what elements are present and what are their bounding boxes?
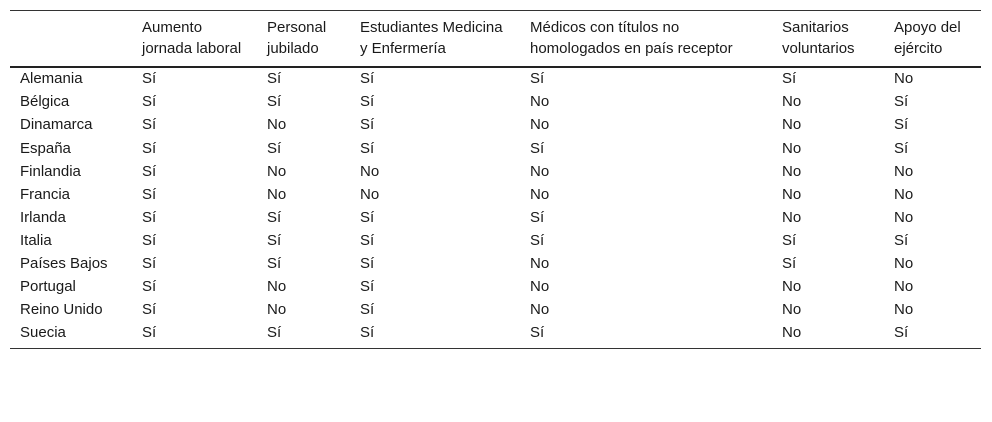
value-cell: No: [894, 162, 914, 180]
country-cell: Francia: [20, 185, 71, 203]
value-cell: No: [782, 116, 802, 134]
value-cell: Sí: [782, 231, 797, 249]
country-cell: Bélgica: [20, 93, 70, 111]
value-cell: Sí: [894, 93, 909, 111]
table-row: [10, 322, 981, 348]
value-cell: Sí: [267, 93, 282, 111]
value-cell: Sí: [360, 93, 375, 111]
value-cell: Sí: [142, 162, 157, 180]
value-cell: Sí: [267, 231, 282, 249]
value-cell: Sí: [530, 70, 545, 88]
value-cell: No: [530, 93, 550, 111]
table-row: [10, 137, 981, 160]
value-cell: Sí: [894, 139, 909, 157]
value-cell: Sí: [782, 255, 797, 273]
table-body: [10, 67, 981, 348]
table-row: [10, 230, 981, 253]
value-cell: Sí: [894, 324, 909, 342]
value-cell: No: [267, 278, 287, 296]
header-row: [10, 11, 981, 68]
value-cell: Sí: [142, 278, 157, 296]
value-cell: No: [782, 185, 802, 203]
value-cell: No: [782, 162, 802, 180]
value-cell: No: [530, 255, 550, 273]
table-row: [10, 67, 981, 91]
value-cell: No: [530, 301, 550, 319]
country-cell: España: [20, 139, 71, 157]
value-cell: No: [530, 278, 550, 296]
value-cell: Sí: [267, 255, 282, 273]
country-cell: Irlanda: [20, 208, 66, 226]
country-cell: Italia: [20, 231, 52, 249]
header-cell-estudiantes: Estudiantes Medicina y Enfermería: [360, 19, 503, 57]
value-cell: No: [530, 162, 550, 180]
value-cell: Sí: [360, 116, 375, 134]
value-cell: Sí: [894, 231, 909, 249]
country-cell: Dinamarca: [20, 116, 93, 134]
value-cell: Sí: [142, 255, 157, 273]
value-cell: No: [267, 185, 287, 203]
value-cell: No: [267, 301, 287, 319]
value-cell: Sí: [267, 208, 282, 226]
value-cell: Sí: [142, 70, 157, 88]
value-cell: Sí: [782, 70, 797, 88]
table-header: [10, 11, 981, 68]
value-cell: No: [782, 208, 802, 226]
value-cell: Sí: [142, 185, 157, 203]
country-cell: Suecia: [20, 324, 66, 342]
value-cell: No: [360, 185, 380, 203]
header-cell-country: [10, 11, 132, 68]
value-cell: No: [782, 278, 802, 296]
value-cell: Sí: [360, 324, 375, 342]
value-cell: Sí: [267, 139, 282, 157]
value-cell: No: [782, 139, 802, 157]
value-cell: No: [782, 301, 802, 319]
header-cell-aumento-jornada: Aumento jornada laboral: [142, 19, 242, 57]
header-cell-personal-jubilado: Personal jubilado: [267, 19, 327, 57]
country-cell: Portugal: [20, 278, 76, 296]
country-cell: Finlandia: [20, 162, 81, 180]
table-row: [10, 114, 981, 137]
table-row: [10, 91, 981, 114]
country-cell: Alemania: [20, 70, 83, 88]
value-cell: No: [782, 93, 802, 111]
value-cell: Sí: [142, 301, 157, 319]
value-cell: Sí: [530, 208, 545, 226]
table-row: [10, 183, 981, 206]
value-cell: No: [530, 116, 550, 134]
value-cell: Sí: [267, 324, 282, 342]
value-cell: Sí: [142, 324, 157, 342]
header-cell-medicos-titulos: Médicos con títulos no homologados en país receptor: [530, 19, 733, 57]
value-cell: Sí: [530, 231, 545, 249]
value-cell: Sí: [142, 208, 157, 226]
value-cell: No: [782, 324, 802, 342]
value-cell: Sí: [360, 231, 375, 249]
value-cell: Sí: [894, 116, 909, 134]
value-cell: No: [894, 255, 914, 273]
value-cell: Sí: [142, 93, 157, 111]
value-cell: Sí: [530, 324, 545, 342]
table-row: [10, 207, 981, 230]
value-cell: No: [894, 301, 914, 319]
value-cell: No: [530, 185, 550, 203]
value-cell: Sí: [360, 255, 375, 273]
country-cell: Reino Unido: [20, 301, 103, 319]
measures-table: [10, 10, 981, 349]
table-container: [10, 10, 981, 349]
value-cell: Sí: [142, 139, 157, 157]
value-cell: No: [267, 162, 287, 180]
value-cell: No: [894, 208, 914, 226]
header-cell-sanitarios-voluntarios: Sanitarios voluntarios: [782, 19, 855, 57]
value-cell: Sí: [360, 208, 375, 226]
table-row: [10, 299, 981, 322]
value-cell: No: [894, 185, 914, 203]
value-cell: Sí: [360, 139, 375, 157]
table-row: [10, 160, 981, 183]
value-cell: Sí: [360, 70, 375, 88]
value-cell: Sí: [142, 116, 157, 134]
country-cell: Países Bajos: [20, 255, 108, 273]
value-cell: Sí: [267, 70, 282, 88]
value-cell: Sí: [142, 231, 157, 249]
value-cell: No: [894, 278, 914, 296]
value-cell: Sí: [360, 278, 375, 296]
value-cell: Sí: [360, 301, 375, 319]
value-cell: No: [267, 116, 287, 134]
value-cell: No: [360, 162, 380, 180]
table-row: [10, 253, 981, 276]
header-cell-apoyo-ejercito: Apoyo del ejército: [894, 19, 961, 57]
value-cell: No: [894, 70, 914, 88]
table-row: [10, 276, 981, 299]
value-cell: Sí: [530, 139, 545, 157]
